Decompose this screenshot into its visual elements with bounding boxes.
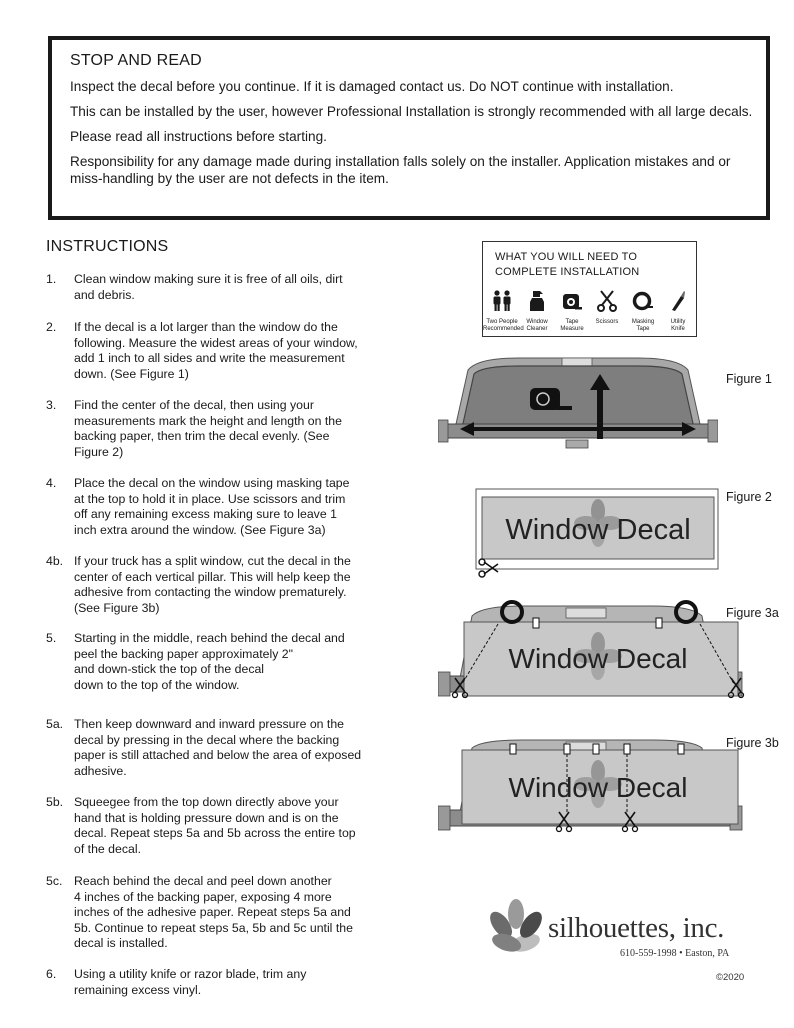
stop-paragraph: Responsibility for any damage made during installation falls solely on the installer. Application mistakes and or miss-handling by the user are not defects in the item. — [70, 154, 731, 186]
step-3 — [46, 398, 342, 460]
stop-paragraph: Please read all instructions before starting. — [70, 129, 327, 144]
step-6 — [46, 967, 306, 998]
tool-masking-tape — [624, 290, 662, 333]
step-number: 4b. — [46, 554, 64, 568]
step-number: 6. — [46, 967, 57, 981]
tool-utility-knife — [659, 290, 697, 333]
step-1 — [46, 272, 343, 303]
tools-needed-box — [482, 241, 697, 337]
step-text: Squeegee from the top down directly above your hand that is holding pressure down and is on the decal. Repeat steps 5a and 5b across the entire top of the decal. — [74, 795, 356, 856]
step-number: 5. — [46, 631, 57, 645]
tools-title-line: WHAT YOU WILL NEED TO — [495, 251, 638, 263]
utility-knife-icon — [669, 290, 687, 312]
tool-scissors — [588, 290, 626, 326]
scissors-icon — [596, 290, 618, 312]
step-4 — [46, 476, 350, 538]
figure-1-label: Figure 1 — [726, 372, 772, 386]
spray-bottle-icon — [528, 290, 546, 312]
step-number: 2. — [46, 320, 57, 334]
step-number: 4. — [46, 476, 57, 490]
company-contact: 610-559-1998 • Easton, PA — [620, 948, 730, 959]
tools-title — [495, 250, 639, 280]
decal-text: Window Decal — [508, 772, 688, 803]
step-text: If the decal is a lot larger than the window do the following. Measure the widest areas of your window, add 1 inch to all sides and write the measurement down. (See Figure 1) — [74, 320, 358, 381]
step-text: Place the decal on the window using masking tape at the top to hold it in place. Use scissors and trim off any remaining excess making sure to leave 1 inch extra around the window. (See Figure 3a) — [74, 476, 350, 537]
stop-and-read-box — [48, 36, 770, 220]
step-text: Starting in the middle, reach behind the decal and peel the backing paper approximately 2" and down-stick the top of the decal down to the top of the window. — [74, 631, 345, 692]
tool-label: Tape — [636, 326, 650, 332]
tool-tape-measure — [553, 290, 591, 333]
tool-label: Masking — [631, 319, 655, 325]
step-text: Reach behind the decal and peel down another 4 inches of the backing paper, exposing 4 more inches of the adhesive paper. Repeat steps 5a and 5b. Continue to repeat steps 5a, 5b and 5c until the decal is installed. — [74, 874, 353, 951]
figure-3b-label: Figure 3b — [726, 736, 779, 750]
figure-3a-decal-placement — [438, 598, 748, 710]
tool-label: Recommended — [483, 326, 524, 332]
figure-2-decal-trim — [470, 485, 722, 581]
step-5b — [46, 795, 356, 857]
stop-title: STOP AND READ — [70, 52, 202, 69]
step-4b — [46, 554, 351, 616]
step-5a — [46, 717, 361, 779]
copyright: ©2020 — [716, 972, 745, 983]
step-text: Then keep downward and inward pressure on the decal by pressing in the decal where the backing paper is still attached and below the area of exposed adhesive. — [74, 717, 362, 778]
tools-title-line: COMPLETE INSTALLATION — [495, 266, 640, 278]
tool-window-cleaner — [518, 290, 556, 333]
step-2 — [46, 320, 358, 382]
tool-label: Utility — [670, 319, 686, 325]
step-text: If your truck has a split window, cut the decal in the center of each vertical pillar. This will help keep the adhesive from contacting the window prematurely. (See Figure 3b) — [74, 554, 351, 615]
figure-2-label: Figure 2 — [726, 490, 772, 504]
figure-3a-label: Figure 3a — [726, 606, 779, 620]
tool-label: Tape — [565, 319, 579, 325]
stop-paragraph: Inspect the decal before you continue. If it is damaged contact us. Do NOT continue with installation. — [70, 79, 674, 94]
tool-label: Two People — [486, 319, 518, 325]
step-text: Clean window making sure it is free of all oils, dirt and debris. — [74, 272, 343, 302]
tape-measure-icon — [561, 290, 583, 312]
tool-label: Scissors — [595, 319, 619, 325]
decal-text: Window Decal — [508, 643, 688, 674]
stop-paragraph: This can be installed by the user, however Professional Installation is strongly recommended with all large decals. — [70, 104, 753, 119]
company-logo-text: silhouettes, inc. — [548, 912, 725, 944]
instructions-title: INSTRUCTIONS — [46, 238, 169, 255]
tool-label: Knife — [671, 326, 685, 332]
tool-label: Measure — [560, 326, 584, 332]
tool-label: Window — [526, 319, 548, 325]
tool-label: Cleaner — [526, 326, 548, 332]
people-icon — [490, 290, 514, 312]
step-number: 5c. — [46, 874, 63, 888]
step-5c — [46, 874, 353, 952]
step-text: Using a utility knife or razor blade, trim any remaining excess vinyl. — [74, 967, 307, 997]
tool-two-people — [483, 290, 524, 333]
step-number: 3. — [46, 398, 57, 412]
figure-3b-split-window — [438, 736, 748, 846]
masking-tape-icon — [632, 290, 654, 312]
silhouettes-flower-logo-icon — [484, 898, 548, 962]
step-number: 5b. — [46, 795, 64, 809]
step-text: Find the center of the decal, then using your measurements mark the height and length on the backing paper, then trim the decal evenly. (See Figure 2) — [74, 398, 342, 459]
step-5 — [46, 631, 345, 693]
step-number: 5a. — [46, 717, 64, 731]
decal-text: Window Decal — [505, 514, 691, 546]
step-number: 1. — [46, 272, 57, 286]
figure-1-truck-window — [438, 352, 718, 452]
